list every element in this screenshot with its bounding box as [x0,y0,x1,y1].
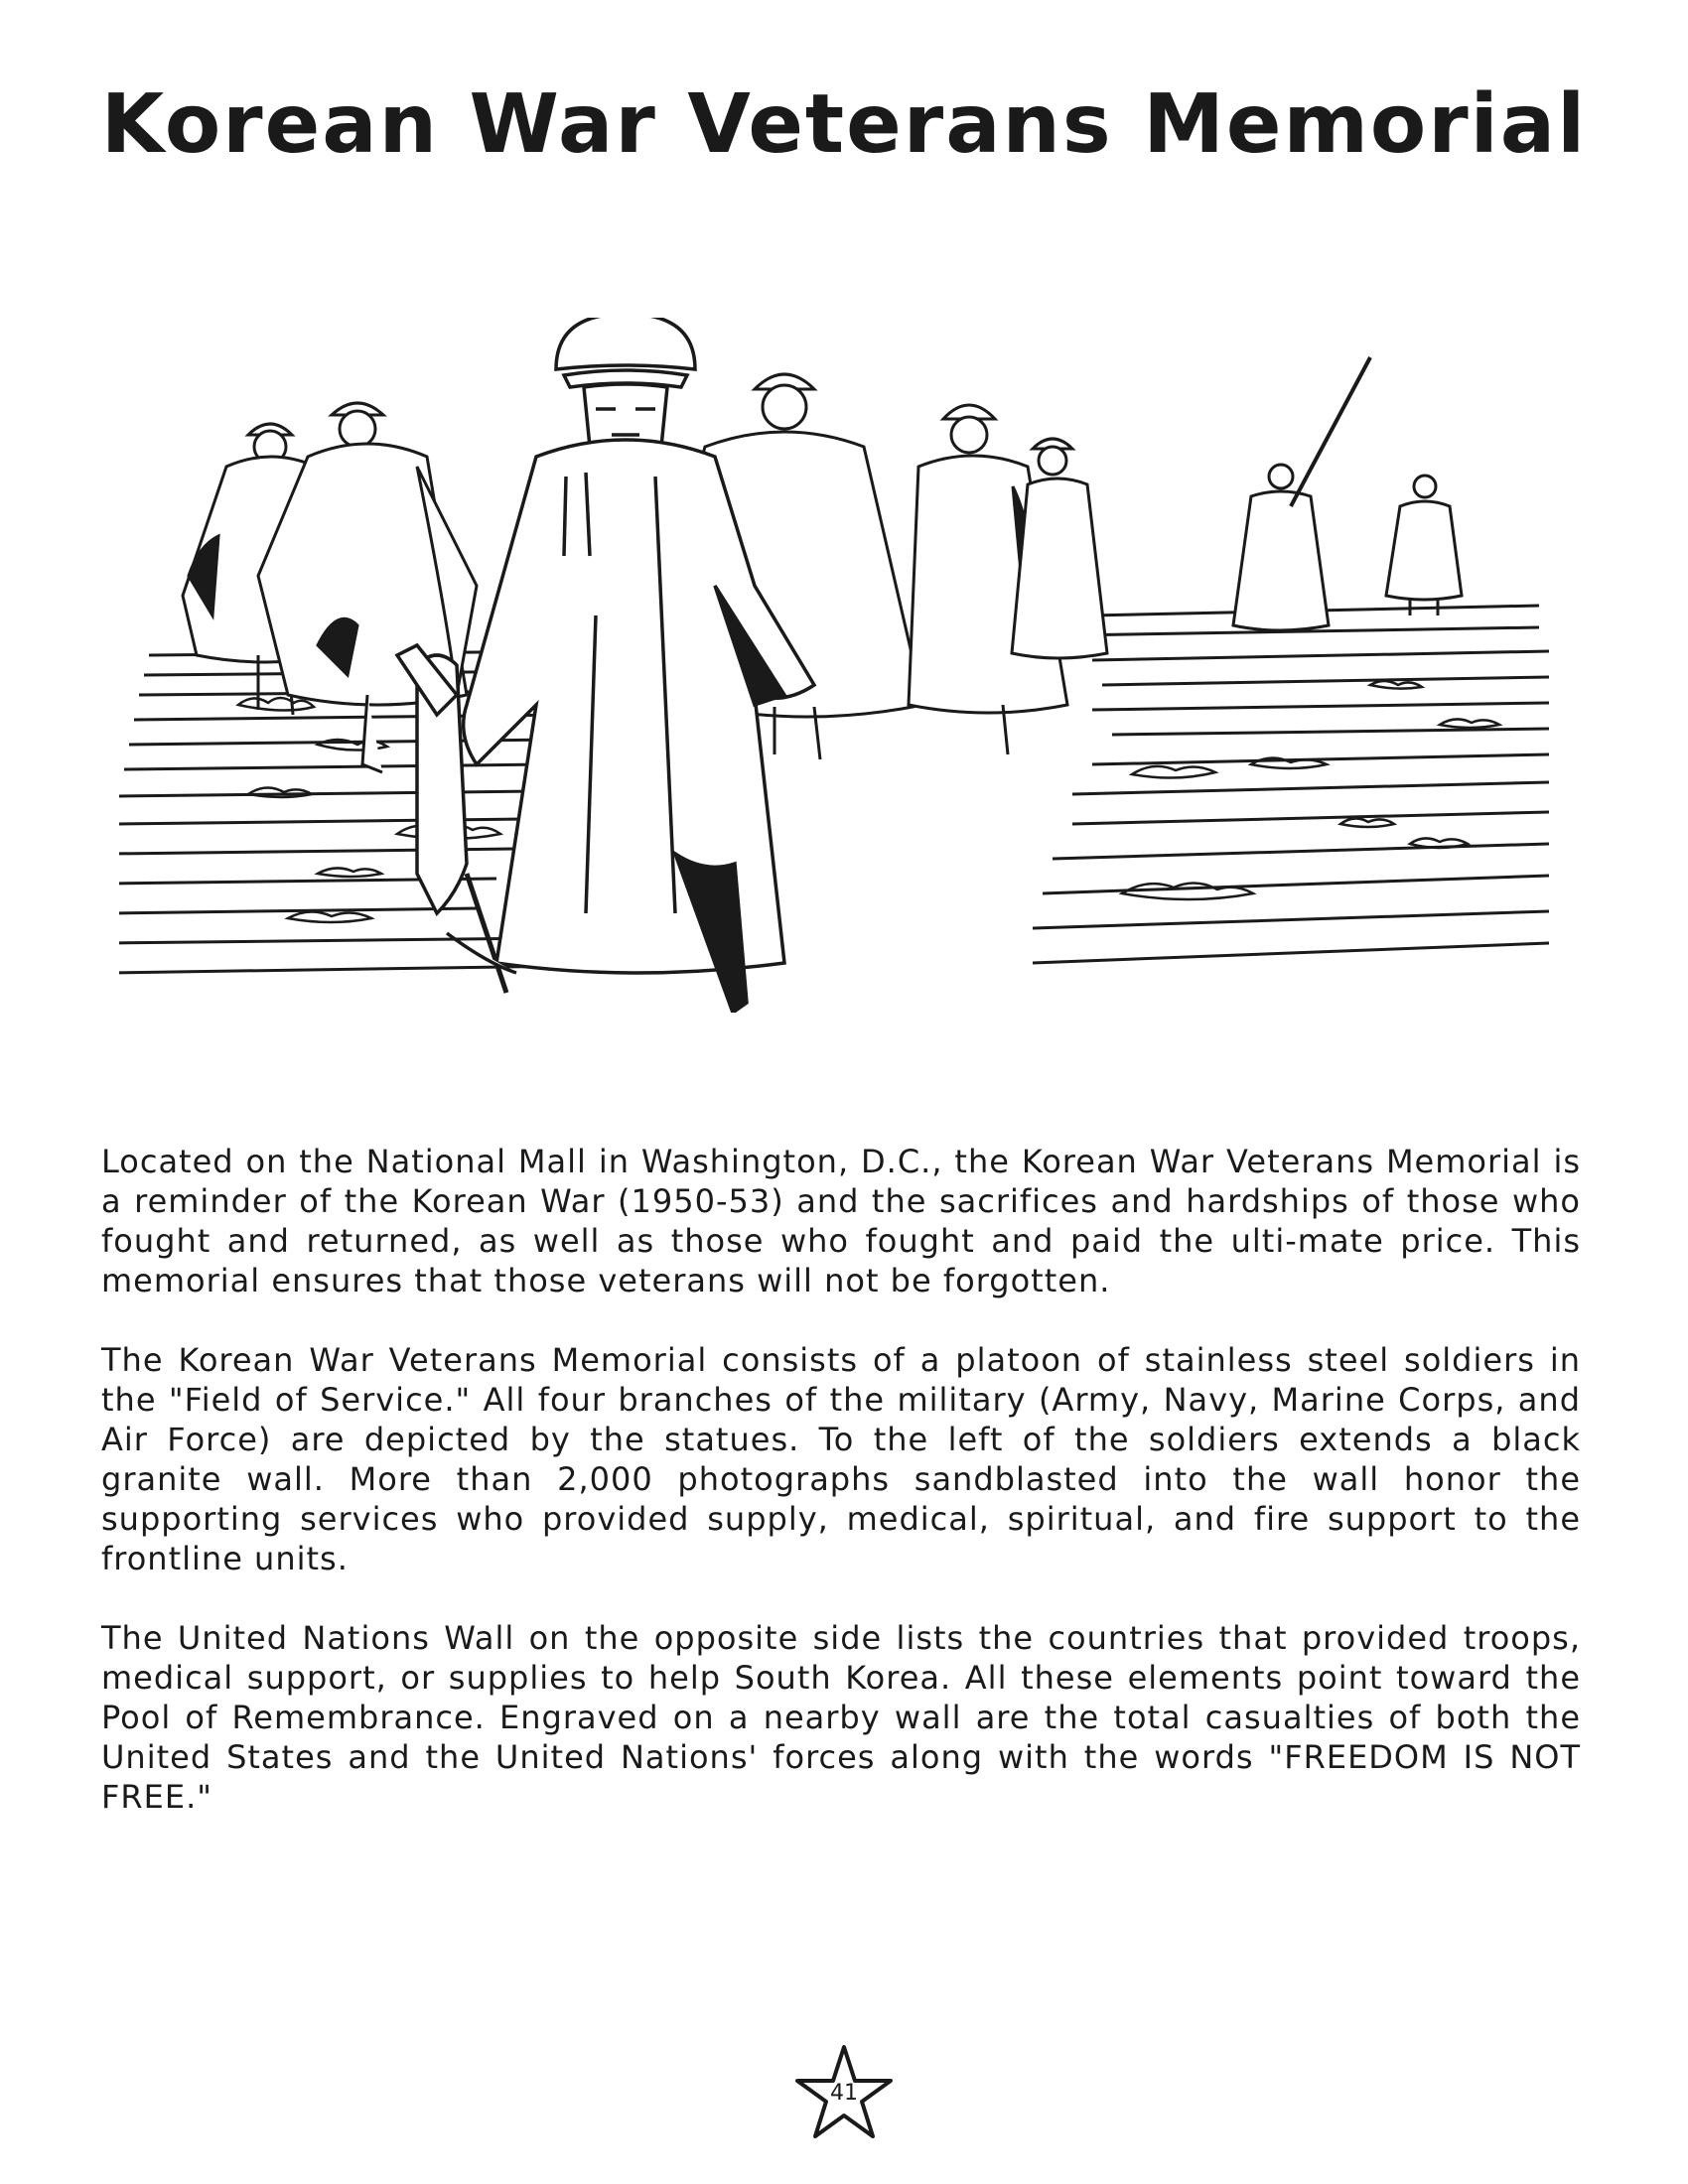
page-number-badge [794,2043,894,2142]
paragraph-2: The Korean War Veterans Memorial consists of a platoon of stainless steel soldiers in the "Field of Service." All four branches of the military (Army, Navy, Marine Corps, and Air Force) are depicted by the statues. To the left of the soldiers extends a black granite wall. More than 2,000 photographs sandblasted into the wall honor the supporting services who provided supply, medical, spiritual, and fire support to the frontline units. [101,1341,1581,1577]
page-number: 41 [830,2081,858,2106]
page-title: Korean War Veterans Memorial [100,77,1588,172]
body-text [101,1142,1581,1856]
paragraph-1: Located on the National Mall in Washington, D.C., the Korean War Veterans Memorial is a reminder of the Korean War (1950-53) and the sacrifices and hardships of those who fought and returned, as well as those who fought and paid the ulti-mate price. This memorial ensures that those veterans will not be forgotten. [101,1143,1581,1299]
paragraph-3: The United Nations Wall on the opposite side lists the countries that provided troops, medical support, or supplies to help South Korea. All these elements point toward the Pool of Remembrance. Engraved on a nearby wall are the total casualties of both the United States and the United Nations' forces along with the words "FREEDOM IS NOT FREE." [101,1619,1581,1816]
memorial-soldiers-illustration [119,318,1569,1013]
